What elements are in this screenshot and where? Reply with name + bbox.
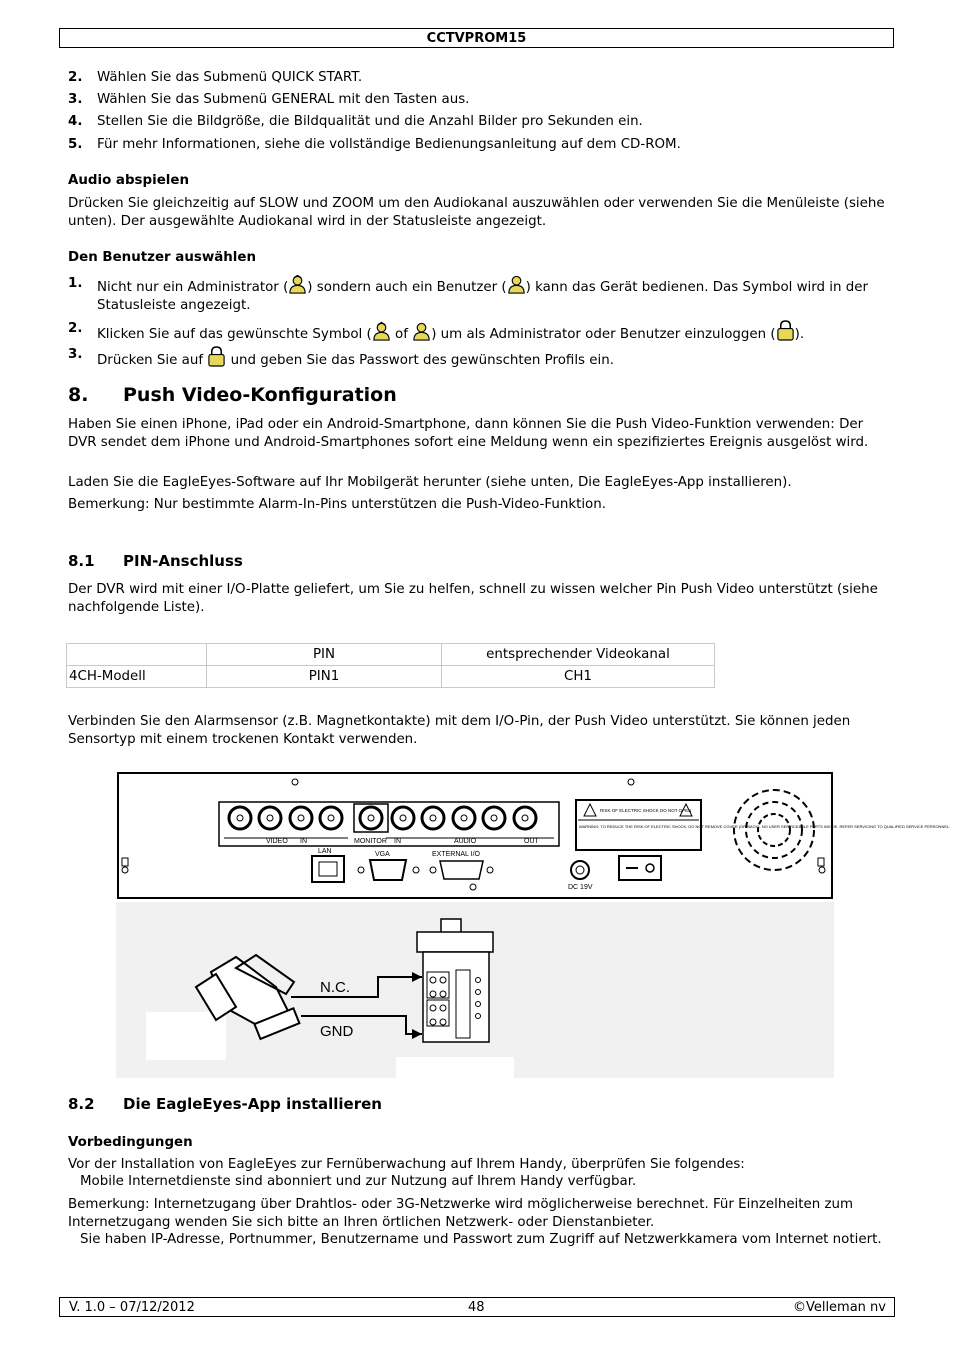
warning-title: RISK OF ELECTRIC SHOCK DO NOT OPEN xyxy=(600,808,692,813)
lan-label: LAN xyxy=(318,848,332,855)
user-icon xyxy=(507,275,526,294)
paragraph: Vor der Installation von EagleEyes zur Fernüberwachung auf Ihrem Handy, überprüfen Sie folgendes: xyxy=(68,1157,745,1172)
dvr-io-diagram xyxy=(116,772,951,1078)
paragraph: Bemerkung: Nur bestimmte Alarm-In-Pins unterstützen die Push-Video-Funktion. xyxy=(68,497,606,512)
audio-text: Drücken Sie gleichzeitig auf SLOW und ZOOM um den Audiokanal auszuwählen oder verwenden Sie die Menüleiste (siehe unten). Der ausgewählte Audiokanal wird in der Statusleiste angezeigt. xyxy=(68,196,885,229)
dc-label: DC 19V xyxy=(568,884,593,891)
page-number: 48 xyxy=(468,1300,485,1315)
paragraph: Laden Sie die EagleEyes-Software auf Ihr Mobilgerät herunter (siehe unten, Die EagleEyes-App installieren). xyxy=(68,475,792,490)
paragraph: Haben Sie einen iPhone, iPad oder ein Android-Smartphone, dann können Sie die Push Video-Funktion verwenden: Der DVR sendet dem iPhone und Android-Smartphones sofort eine Meldung wenn ein spezifiziertes Ereignis ausgelöst wird. xyxy=(68,417,869,450)
table-row: 4CH-Modell PIN1 CH1 xyxy=(67,666,715,688)
gnd-label: GND xyxy=(320,1023,354,1040)
nc-label: N.C. xyxy=(320,979,350,996)
pin-table xyxy=(66,643,715,688)
in-label: IN xyxy=(300,838,307,845)
bullet-item: Sie haben IP-Adresse, Portnummer, Benutzername und Passwort zum Zugriff auf Netzwerkkamera vom Internet notiert. xyxy=(80,1232,882,1247)
vga-label: VGA xyxy=(375,851,390,858)
page-footer xyxy=(59,1297,895,1317)
footer-version: V. 1.0 – 07/12/2012 xyxy=(69,1300,195,1315)
bullet-item: Mobile Internetdienste sind abonniert und zur Nutzung auf Ihrem Handy verfügbar. xyxy=(80,1174,637,1189)
page-header xyxy=(59,28,894,48)
header-title: CCTVPROM15 xyxy=(426,31,527,46)
paragraph: Bemerkung: Internetzugang über Drahtlos- oder 3G-Netzwerke wird möglicherweise berechnet. Für Einzelheiten zum Internetzugang wenden Sie sich bitte an Ihren örtlichen Netzwerk- oder Dienstanbieter. xyxy=(68,1197,854,1230)
monitor-label: MONITOR xyxy=(354,838,387,845)
prerequisites-heading: Vorbedingungen xyxy=(68,1135,193,1150)
user-heading: Den Benutzer auswählen xyxy=(68,250,256,265)
video-label: VIDEO xyxy=(266,838,288,845)
audio-label: AUDIO xyxy=(454,838,477,845)
lock-icon xyxy=(776,320,795,341)
in2-label: IN xyxy=(394,838,401,845)
admin-icon xyxy=(372,322,391,341)
audio-heading: Audio abspielen xyxy=(68,173,189,188)
paragraph: Verbinden Sie den Alarmsensor (z.B. Magnetkontakte) mit dem I/O-Pin, der Push Video unterstützt. Sie können jeden Sensortyp mit einem trockenen Kontakt verwenden. xyxy=(68,714,851,747)
out-label: OUT xyxy=(524,838,539,845)
admin-icon xyxy=(288,275,307,294)
footer-copyright: ©Velleman nv xyxy=(792,1300,886,1315)
lock-icon xyxy=(207,346,226,367)
external-io-label: EXTERNAL I/O xyxy=(432,851,480,858)
warning-text: WARNING: TO REDUCE THE RISK OF ELECTRIC SHOCK, DO NOT REMOVE COVER (OR BACK). NO USER SERVICEABLE PARTS INSIDE. REFER SERVICING TO QUALIFIED SERVICE PERSONNEL. xyxy=(579,824,951,829)
paragraph: Der DVR wird mit einer I/O-Platte geliefert, um Sie zu helfen, schnell zu wissen welcher Pin Push Video unterstützt (siehe nachfolgende Liste). xyxy=(68,582,878,615)
table-row: PIN entsprechender Videokanal xyxy=(67,644,715,666)
user-icon xyxy=(412,322,431,341)
